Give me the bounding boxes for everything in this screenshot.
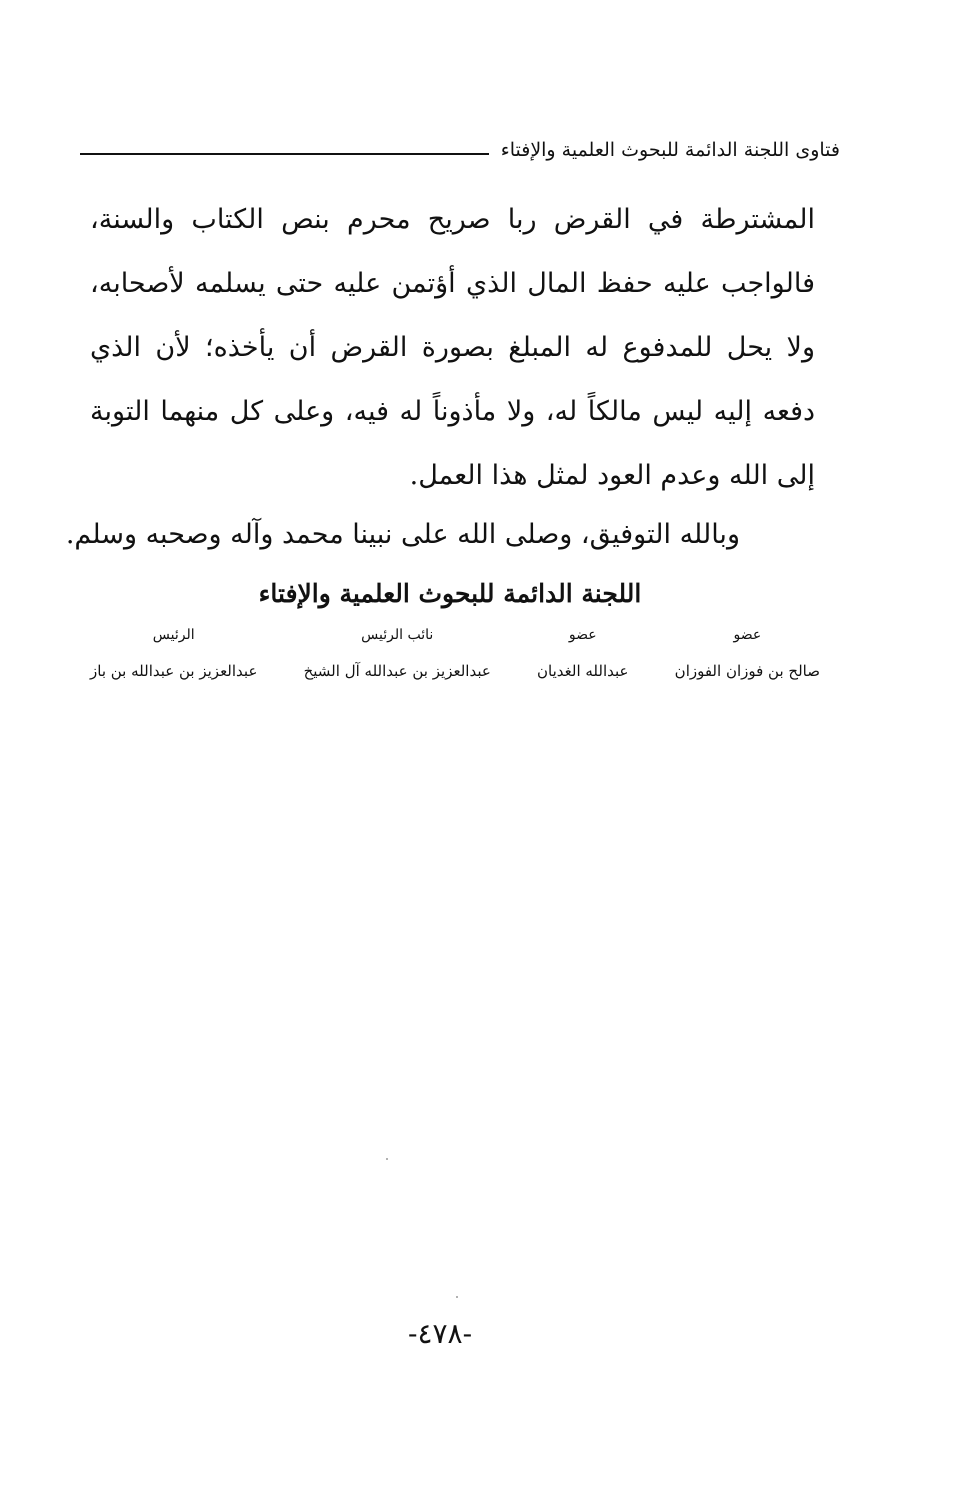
- running-header-title: فتاوى اللجنة الدائمة للبحوث العلمية والإفتاء: [500, 139, 840, 161]
- signatory-name: عبدالعزيز بن عبدالله بن باز: [90, 662, 258, 680]
- fatwa-body: [90, 188, 815, 508]
- signatory-role: الرئيس: [152, 627, 195, 643]
- header-rule: [80, 153, 489, 155]
- body-line: دفعه إليه ليس مالكاً له، ولا مأذوناً له فيه، وعلى كل منهما التوبة: [90, 396, 815, 427]
- signatory: [90, 624, 257, 682]
- signatory: [675, 624, 820, 682]
- signatory-role: عضو: [733, 627, 762, 643]
- closing-line: وبالله التوفيق، وصلى الله على نبينا محمد وآله وصحبه وسلم.: [65, 519, 740, 550]
- page-number: -٤٧٨-: [407, 1317, 473, 1350]
- body-line: فالواجب عليه حفظ المال الذي أؤتمن عليه حتى يسلمه لأصحابه،: [90, 268, 815, 299]
- scan-speck: [456, 1296, 458, 1298]
- signatory: [304, 624, 491, 682]
- signatory: [537, 624, 628, 682]
- running-header: [80, 130, 840, 170]
- signatory-role: نائب الرئيس: [361, 627, 434, 643]
- signatory-name: صالح بن فوزان الفوزان: [674, 662, 820, 680]
- signatories: [90, 624, 820, 682]
- signatory-name: عبدالله الغديان: [537, 662, 629, 680]
- body-line: إلى الله وعدم العود لمثل هذا العمل.: [409, 460, 815, 491]
- body-line: المشترطة في القرض ربا صريح محرم بنص الكتاب والسنة،: [90, 204, 815, 235]
- committee-name: اللجنة الدائمة للبحوث العلمية والإفتاء: [258, 579, 642, 608]
- body-line: ولا يحل للمدفوع له المبلغ بصورة القرض أن يأخذه؛ لأن الذي: [90, 332, 815, 363]
- signatory-name: عبدالعزيز بن عبدالله آل الشيخ: [303, 662, 491, 680]
- scan-speck: [386, 1158, 388, 1160]
- signatory-role: عضو: [568, 627, 597, 643]
